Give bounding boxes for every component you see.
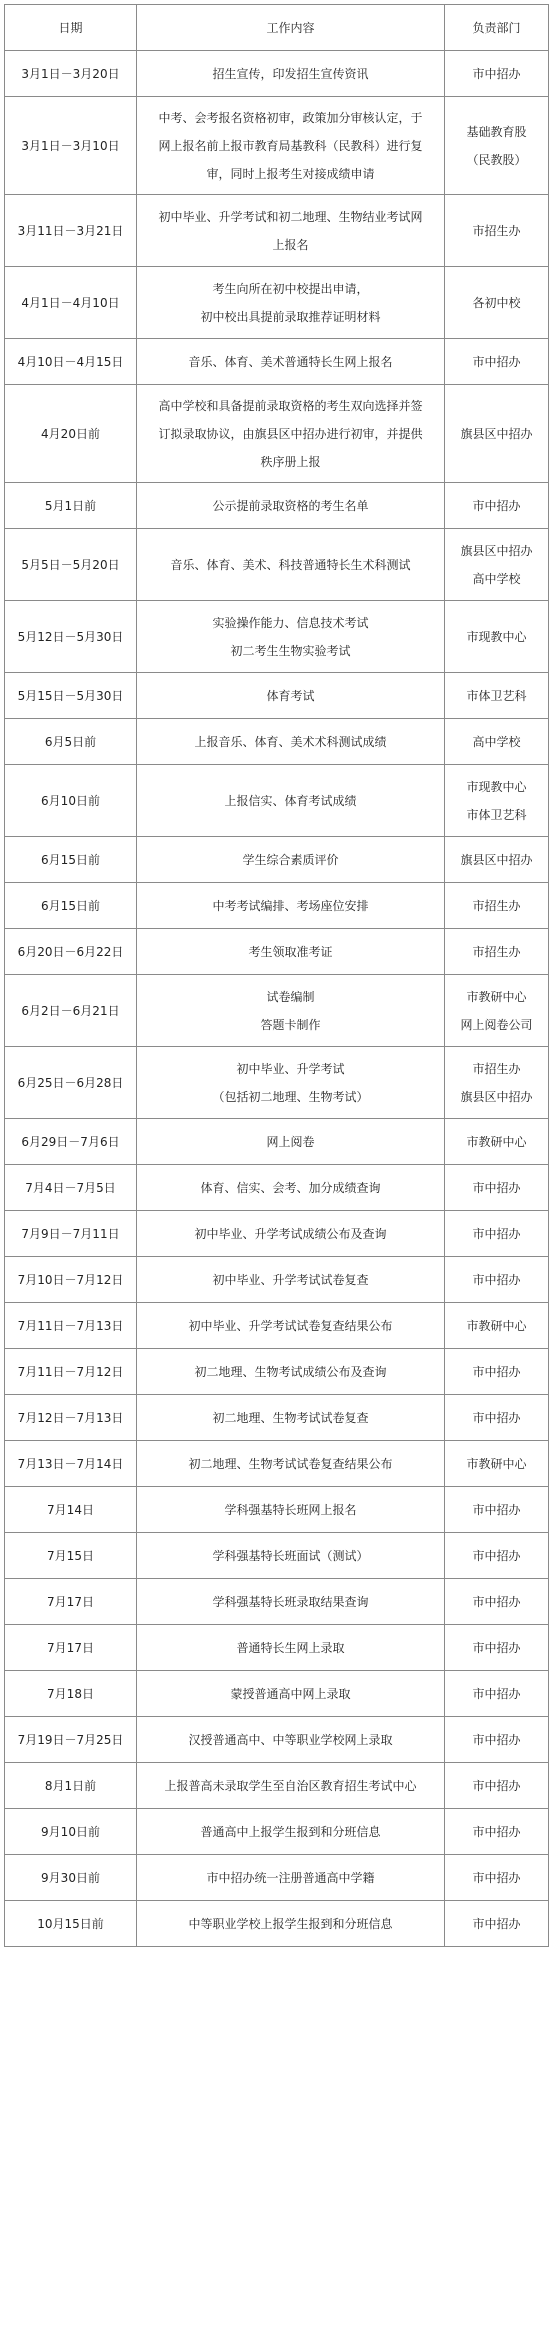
dept-cell — [445, 765, 549, 837]
content-cell — [137, 883, 445, 929]
content-cell — [137, 1901, 445, 1947]
date-cell: 6月20日－6月22日 — [5, 929, 137, 975]
date-cell: 7月17日 — [5, 1625, 137, 1671]
dept-line: 基础教育股 — [466, 124, 527, 139]
date-cell: 7月11日－7月13日 — [5, 1303, 137, 1349]
content-line: 订拟录取协议，由旗县区中招办进行初审，并提供 — [158, 426, 423, 441]
content-line: 初中校出具提前录取推荐证明材料 — [200, 309, 381, 324]
content-line: 学科强基特长班录取结果查询 — [212, 1594, 369, 1609]
content-cell — [137, 719, 445, 765]
table-row — [5, 1165, 549, 1211]
content-line: 上报名 — [272, 237, 309, 252]
table-row — [5, 1303, 549, 1349]
table-row — [5, 1349, 549, 1395]
dept-cell — [445, 385, 549, 483]
dept-cell — [445, 1901, 549, 1947]
content-cell — [137, 1763, 445, 1809]
date-cell: 9月30日前 — [5, 1855, 137, 1901]
content-line: （包括初二地理、生物考试） — [212, 1089, 369, 1104]
content-cell — [137, 51, 445, 97]
content-line: 初中毕业、升学考试试卷复查 — [212, 1272, 369, 1287]
date-cell: 5月12日－5月30日 — [5, 601, 137, 673]
content-cell — [137, 1303, 445, 1349]
date-cell: 8月1日前 — [5, 1763, 137, 1809]
content-cell — [137, 1441, 445, 1487]
content-line: 初二考生生物实验考试 — [230, 643, 351, 658]
table-row — [5, 1119, 549, 1165]
dept-line: 市中招办 — [472, 498, 521, 513]
date-cell: 7月18日 — [5, 1671, 137, 1717]
date-cell: 3月11日－3月21日 — [5, 195, 137, 267]
dept-cell — [445, 1763, 549, 1809]
dept-line: 旗县区中招办 — [460, 426, 533, 441]
content-line: 高中学校和具备提前录取资格的考生双向选择并签 — [158, 398, 423, 413]
content-line: 体育、信实、会考、加分成绩查询 — [200, 1180, 381, 1195]
content-line: 市中招办统一注册普通高中学籍 — [206, 1870, 375, 1885]
content-line: 中等职业学校上报学生报到和分班信息 — [188, 1916, 393, 1931]
content-cell — [137, 1625, 445, 1671]
content-cell — [137, 837, 445, 883]
dept-cell — [445, 1855, 549, 1901]
content-line: 试卷编制 — [266, 989, 315, 1004]
header-row — [5, 5, 549, 51]
content-line: 蒙授普通高中网上录取 — [230, 1686, 351, 1701]
table-row — [5, 1533, 549, 1579]
content-line: 初中毕业、升学考试成绩公布及查询 — [194, 1226, 387, 1241]
date-cell: 7月12日－7月13日 — [5, 1395, 137, 1441]
dept-line: 市教研中心 — [466, 1318, 527, 1333]
dept-cell — [445, 97, 549, 195]
content-cell — [137, 1855, 445, 1901]
dept-cell — [445, 719, 549, 765]
dept-cell — [445, 1395, 549, 1441]
date-cell: 5月1日前 — [5, 483, 137, 529]
dept-cell — [445, 1211, 549, 1257]
dept-cell — [445, 1257, 549, 1303]
dept-cell — [445, 1579, 549, 1625]
table-row — [5, 719, 549, 765]
date-cell: 6月15日前 — [5, 883, 137, 929]
table-row — [5, 1809, 549, 1855]
content-line: 秩序册上报 — [260, 454, 321, 469]
table-row — [5, 1257, 549, 1303]
content-line: 学生综合素质评价 — [242, 852, 339, 867]
header-date: 日期 — [5, 5, 137, 51]
table-row — [5, 765, 549, 837]
content-line: 网上报名前上报市教育局基教科（民教科）进行复 — [158, 138, 423, 153]
content-cell — [137, 601, 445, 673]
dept-line: 旗县区中招办 — [460, 852, 533, 867]
dept-cell — [445, 1349, 549, 1395]
content-line: 初二地理、生物考试试卷复查 — [212, 1410, 369, 1425]
dept-line: 市中招办 — [472, 1594, 521, 1609]
date-cell: 6月2日－6月21日 — [5, 975, 137, 1047]
content-line: 审，同时上报考生对接成绩申请 — [206, 166, 375, 181]
dept-line: 市教研中心 — [466, 1134, 527, 1149]
dept-line: 市中招办 — [472, 1640, 521, 1655]
dept-line: 高中学校 — [472, 734, 521, 749]
date-cell: 7月15日 — [5, 1533, 137, 1579]
content-line: 体育考试 — [266, 688, 315, 703]
table-row — [5, 1717, 549, 1763]
content-line: 考生向所在初中校提出申请， — [212, 281, 369, 296]
dept-cell — [445, 975, 549, 1047]
header-content: 工作内容 — [137, 5, 445, 51]
content-cell — [137, 765, 445, 837]
dept-line: 市中招办 — [472, 1686, 521, 1701]
date-cell: 6月15日前 — [5, 837, 137, 883]
content-line: 实验操作能力、信息技术考试 — [212, 615, 369, 630]
content-line: 初中毕业、升学考试和初二地理、生物结业考试网 — [158, 209, 423, 224]
table-row — [5, 837, 549, 883]
content-line: 学科强基特长班网上报名 — [224, 1502, 357, 1517]
dept-cell — [445, 1625, 549, 1671]
content-line: 普通高中上报学生报到和分班信息 — [200, 1824, 381, 1839]
dept-cell — [445, 929, 549, 975]
dept-line: 市体卫艺科 — [466, 688, 527, 703]
dept-line: 旗县区中招办 — [460, 543, 533, 558]
date-cell: 3月1日－3月20日 — [5, 51, 137, 97]
table-row — [5, 267, 549, 339]
dept-line: 市中招办 — [472, 1272, 521, 1287]
dept-cell — [445, 1671, 549, 1717]
table-row — [5, 1901, 549, 1947]
date-cell: 7月13日－7月14日 — [5, 1441, 137, 1487]
content-cell — [137, 929, 445, 975]
date-cell: 5月5日－5月20日 — [5, 529, 137, 601]
content-cell — [137, 1671, 445, 1717]
content-cell — [137, 97, 445, 195]
date-cell: 6月10日前 — [5, 765, 137, 837]
date-cell: 4月1日－4月10日 — [5, 267, 137, 339]
dept-line: 市中招办 — [472, 1410, 521, 1425]
dept-cell — [445, 1165, 549, 1211]
table-row — [5, 1763, 549, 1809]
content-cell — [137, 1165, 445, 1211]
table-row — [5, 1671, 549, 1717]
date-cell: 6月25日－6月28日 — [5, 1047, 137, 1119]
dept-line: 市中招办 — [472, 1916, 521, 1931]
header-dept: 负责部门 — [445, 5, 549, 51]
content-line: 答题卡制作 — [260, 1017, 321, 1032]
dept-cell — [445, 483, 549, 529]
dept-line: 市中招办 — [472, 1548, 521, 1563]
table-row — [5, 1441, 549, 1487]
content-cell — [137, 1211, 445, 1257]
content-cell — [137, 975, 445, 1047]
table-row — [5, 1395, 549, 1441]
dept-cell — [445, 339, 549, 385]
schedule-table — [4, 4, 549, 1947]
dept-cell — [445, 1047, 549, 1119]
dept-cell — [445, 1487, 549, 1533]
date-cell: 7月10日－7月12日 — [5, 1257, 137, 1303]
dept-line: 市现教中心 — [466, 779, 527, 794]
content-line: 招生宣传，印发招生宣传资讯 — [212, 66, 369, 81]
dept-cell — [445, 51, 549, 97]
content-cell — [137, 1579, 445, 1625]
date-cell: 7月9日－7月11日 — [5, 1211, 137, 1257]
dept-cell — [445, 673, 549, 719]
dept-line: （民教股） — [466, 152, 527, 167]
dept-cell — [445, 1533, 549, 1579]
content-cell — [137, 673, 445, 719]
dept-line: 市中招办 — [472, 1226, 521, 1241]
table-row — [5, 1487, 549, 1533]
table-row — [5, 929, 549, 975]
table-row — [5, 1211, 549, 1257]
content-line: 初二地理、生物考试试卷复查结果公布 — [188, 1456, 393, 1471]
dept-line: 网上阅卷公司 — [460, 1017, 533, 1032]
dept-line: 市教研中心 — [466, 1456, 527, 1471]
content-line: 上报普高未录取学生至自治区教育招生考试中心 — [164, 1778, 417, 1793]
dept-line: 高中学校 — [472, 571, 521, 586]
content-line: 上报信实、体育考试成绩 — [224, 793, 357, 808]
dept-line: 市中招办 — [472, 1870, 521, 1885]
dept-cell — [445, 1119, 549, 1165]
content-line: 公示提前录取资格的考生名单 — [212, 498, 369, 513]
content-line: 初二地理、生物考试成绩公布及查询 — [194, 1364, 387, 1379]
content-cell — [137, 1257, 445, 1303]
dept-cell — [445, 1717, 549, 1763]
date-cell: 10月15日前 — [5, 1901, 137, 1947]
dept-cell — [445, 1441, 549, 1487]
dept-line: 市招生办 — [472, 1061, 521, 1076]
date-cell: 7月11日－7月12日 — [5, 1349, 137, 1395]
content-line: 初中毕业、升学考试试卷复查结果公布 — [188, 1318, 393, 1333]
table-row — [5, 1047, 549, 1119]
dept-cell — [445, 1809, 549, 1855]
content-line: 考生领取准考证 — [248, 944, 333, 959]
content-line: 上报音乐、体育、美术术科测试成绩 — [194, 734, 387, 749]
content-cell — [137, 1717, 445, 1763]
dept-line: 市中招办 — [472, 1778, 521, 1793]
dept-cell — [445, 195, 549, 267]
date-cell: 3月1日－3月10日 — [5, 97, 137, 195]
date-cell: 9月10日前 — [5, 1809, 137, 1855]
content-cell — [137, 385, 445, 483]
table-row — [5, 51, 549, 97]
date-cell: 7月14日 — [5, 1487, 137, 1533]
table-row — [5, 1579, 549, 1625]
date-cell: 7月19日－7月25日 — [5, 1717, 137, 1763]
dept-line: 市中招办 — [472, 1364, 521, 1379]
date-cell: 5月15日－5月30日 — [5, 673, 137, 719]
dept-line: 市中招办 — [472, 354, 521, 369]
dept-line: 各初中校 — [472, 295, 521, 310]
content-cell — [137, 195, 445, 267]
date-cell: 7月17日 — [5, 1579, 137, 1625]
content-line: 学科强基特长班面试（测试） — [212, 1548, 369, 1563]
content-cell — [137, 529, 445, 601]
content-cell — [137, 1533, 445, 1579]
dept-cell — [445, 529, 549, 601]
table-row — [5, 97, 549, 195]
content-line: 中考、会考报名资格初审，政策加分审核认定，于 — [158, 110, 423, 125]
dept-line: 市中招办 — [472, 1732, 521, 1747]
dept-line: 市现教中心 — [466, 629, 527, 644]
dept-line: 市中招办 — [472, 1824, 521, 1839]
dept-line: 市体卫艺科 — [466, 807, 527, 822]
date-cell: 7月4日－7月5日 — [5, 1165, 137, 1211]
dept-line: 市招生办 — [472, 223, 521, 238]
table-row — [5, 673, 549, 719]
date-cell: 6月29日－7月6日 — [5, 1119, 137, 1165]
content-cell — [137, 267, 445, 339]
dept-cell — [445, 601, 549, 673]
content-cell — [137, 1395, 445, 1441]
date-cell: 4月20日前 — [5, 385, 137, 483]
schedule-body — [5, 51, 549, 1947]
content-cell — [137, 483, 445, 529]
table-row — [5, 339, 549, 385]
content-cell — [137, 1487, 445, 1533]
table-row — [5, 883, 549, 929]
dept-cell — [445, 267, 549, 339]
dept-line: 市招生办 — [472, 944, 521, 959]
dept-cell — [445, 1303, 549, 1349]
date-cell: 4月10日－4月15日 — [5, 339, 137, 385]
content-line: 初中毕业、升学考试 — [236, 1061, 345, 1076]
dept-line: 市中招办 — [472, 1180, 521, 1195]
dept-cell — [445, 883, 549, 929]
table-row — [5, 483, 549, 529]
table-row — [5, 601, 549, 673]
dept-line: 市教研中心 — [466, 989, 527, 1004]
content-cell — [137, 1047, 445, 1119]
table-row — [5, 195, 549, 267]
content-line: 音乐、体育、美术普通特长生网上报名 — [188, 354, 393, 369]
content-line: 普通特长生网上录取 — [236, 1640, 345, 1655]
table-row — [5, 529, 549, 601]
content-line: 汉授普通高中、中等职业学校网上录取 — [188, 1732, 393, 1747]
table-row — [5, 1625, 549, 1671]
dept-line: 市招生办 — [472, 898, 521, 913]
content-cell — [137, 1809, 445, 1855]
table-row — [5, 385, 549, 483]
dept-cell — [445, 837, 549, 883]
content-line: 音乐、体育、美术、科技普通特长生术科测试 — [170, 557, 411, 572]
content-line: 网上阅卷 — [266, 1134, 315, 1149]
content-cell — [137, 1349, 445, 1395]
table-row — [5, 1855, 549, 1901]
content-cell — [137, 1119, 445, 1165]
dept-line: 市中招办 — [472, 1502, 521, 1517]
content-line: 中考考试编排、考场座位安排 — [212, 898, 369, 913]
date-cell: 6月5日前 — [5, 719, 137, 765]
dept-line: 市中招办 — [472, 66, 521, 81]
table-row — [5, 975, 549, 1047]
content-cell — [137, 339, 445, 385]
dept-line: 旗县区中招办 — [460, 1089, 533, 1104]
